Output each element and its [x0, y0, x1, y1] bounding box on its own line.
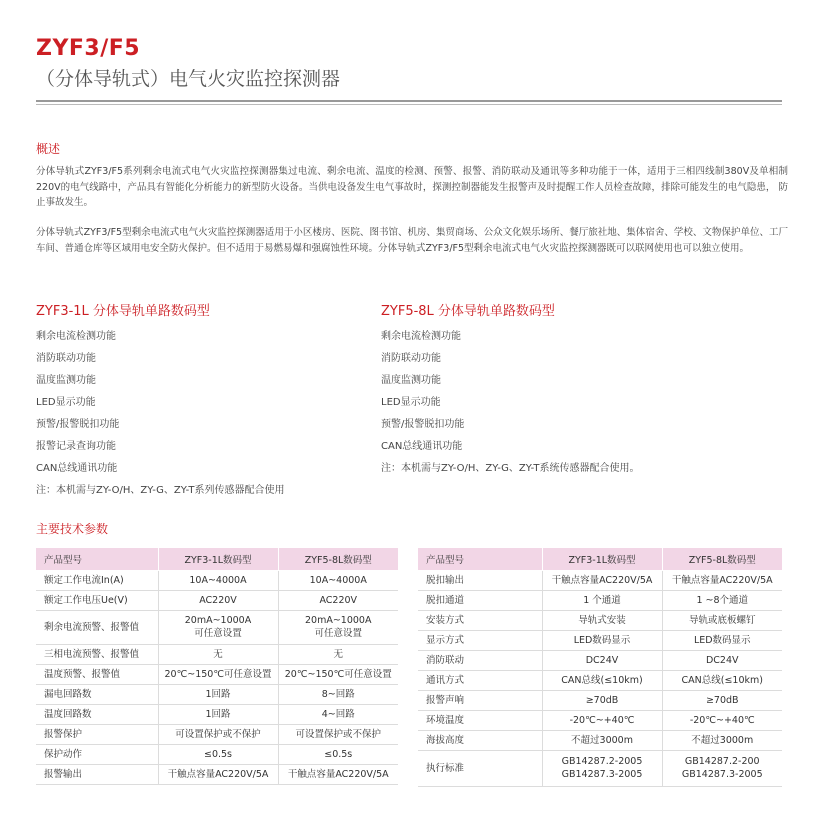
cell: 8~回路: [278, 684, 398, 704]
cell: -20℃~+40℃: [542, 710, 662, 730]
column-header: ZYF3-1L数码型: [158, 548, 278, 570]
table-row: [418, 650, 782, 670]
list-item: 预警/报警脱扣功能: [381, 419, 465, 430]
table-row: [418, 570, 782, 590]
cell: 无: [158, 644, 278, 664]
cell: 20℃~150℃可任意设置: [158, 664, 278, 684]
cell: 4~回路: [278, 704, 398, 724]
row-label: 温度预警、报警值: [36, 664, 158, 684]
row-label: 剩余电流预警、报警值: [36, 610, 158, 644]
list-item: 剩余电流检测功能: [381, 331, 461, 342]
cell: 干触点容量AC220V/5A: [542, 570, 662, 590]
row-label: 漏电回路数: [36, 684, 158, 704]
row-label: 环境温度: [418, 710, 542, 730]
row-label: 安装方式: [418, 610, 542, 630]
row-label: 报警保护: [36, 724, 158, 744]
cell: 不超过3000m: [542, 730, 662, 750]
table-row: [36, 610, 398, 644]
cell: 1 个通道: [542, 590, 662, 610]
cell: 1回路: [158, 684, 278, 704]
cell: 干触点容量AC220V/5A: [278, 764, 398, 784]
row-label: 报警输出: [36, 764, 158, 784]
table-row: [418, 730, 782, 750]
table-row: [36, 764, 398, 784]
zyf5-note: 注：本机需与ZY-O/H、ZY-G、ZY-T系统传感器配合使用。: [381, 463, 640, 474]
spec-table-right: [418, 548, 782, 787]
cell: 导轨或底板螺钉: [662, 610, 782, 630]
table-row: [36, 724, 398, 744]
row-label: 脱扣输出: [418, 570, 542, 590]
header-divider: [36, 100, 782, 102]
row-label: 温度回路数: [36, 704, 158, 724]
product-title: ZYF3/F5: [36, 36, 141, 61]
table-row: [36, 664, 398, 684]
specs-heading: 主要技术参数: [36, 522, 109, 536]
cell: 干触点容量AC220V/5A: [158, 764, 278, 784]
list-item: CAN总线通讯功能: [381, 441, 463, 452]
cell: [542, 750, 662, 786]
list-item: 消防联动功能: [36, 353, 96, 364]
cell: [158, 610, 278, 644]
list-item: 消防联动功能: [381, 353, 441, 364]
row-label: 额定工作电流In(A): [36, 570, 158, 590]
header-divider-thin: [36, 104, 782, 105]
cell: 无: [278, 644, 398, 664]
table-header-row: [418, 548, 782, 570]
row-label: 消防联动: [418, 650, 542, 670]
cell-line: GB14287.3-2005: [561, 769, 643, 780]
cell: [278, 610, 398, 644]
cell: 不超过3000m: [662, 730, 782, 750]
cell: -20℃~+40℃: [662, 710, 782, 730]
table-row: [418, 670, 782, 690]
cell-line: 20mA~1000A: [305, 615, 372, 626]
row-label: 海拔高度: [418, 730, 542, 750]
cell: ≥70dB: [542, 690, 662, 710]
row-label: 显示方式: [418, 630, 542, 650]
table-row: [418, 630, 782, 650]
cell: [662, 750, 782, 786]
cell-line: 可任意设置: [194, 628, 242, 639]
list-item: LED显示功能: [381, 397, 441, 408]
cell: 10A~4000A: [158, 570, 278, 590]
cell: 1 ~8个通道: [662, 590, 782, 610]
cell: 10A~4000A: [278, 570, 398, 590]
cell: LED数码显示: [662, 630, 782, 650]
cell-line: 可任意设置: [314, 628, 362, 639]
cell-line: GB14287.2-2005: [561, 756, 643, 767]
table-row: [418, 610, 782, 630]
table-row: [36, 744, 398, 764]
cell: 20℃~150℃可任意设置: [278, 664, 398, 684]
column-header: ZYF5-8L数码型: [278, 548, 398, 570]
table-row: [418, 690, 782, 710]
zyf3-feature-list: [36, 330, 285, 506]
cell-line: GB14287.3-2005: [681, 769, 763, 780]
row-label: 报警声响: [418, 690, 542, 710]
row-label: 三相电流预警、报警值: [36, 644, 158, 664]
cell: ≤0.5s: [278, 744, 398, 764]
zyf3-model-title: ZYF3-1L 分体导轨单路数码型: [36, 304, 210, 319]
cell: CAN总线(≤10km): [662, 670, 782, 690]
list-item: LED显示功能: [36, 397, 96, 408]
cell-line: 20mA~1000A: [184, 615, 252, 626]
list-item: 温度监测功能: [381, 375, 441, 386]
overview-paragraph-2: 分体导轨式ZYF3/F5型剩余电流式电气火灾监控探测器适用于小区楼房、医院、图书馆、机房、集贸商场、公众文化娱乐场所、餐厅旅社地、集体宿舍、学校、文物保护单位、工厂车间、普通仓库等区域用电安全防火保护。但不适用于易燃易爆和强腐蚀性环境。分体导轨式ZYF3/F5型剩余电流式电气火灾监控探测器既可以联网使用也可以独立使用。: [36, 227, 788, 254]
overview-paragraph-1: 分体导轨式ZYF3/F5系列剩余电流式电气火灾监控探测器集过电流、剩余电流、温度的检测、预警、报警、消防联动及通讯等多种功能于一体，适用于三相四线制380V及单相制 220V的电气线路中，产品具有智能化分析能力的新型防火设备。当供电设备发生电气事故时，探测控制器能发生报警声及时提醒工作人员检查故障，排除可能发生的电气隐患， 防止事故发生。: [36, 166, 788, 208]
list-item: 预警/报警脱扣功能: [36, 419, 120, 430]
table-row: [36, 590, 398, 610]
cell: 可设置保护或不保护: [158, 724, 278, 744]
column-header: ZYF3-1L数码型: [542, 548, 662, 570]
cell: ≥70dB: [662, 690, 782, 710]
row-label: 通讯方式: [418, 670, 542, 690]
product-subtitle: （分体导轨式）电气火灾监控探测器: [36, 68, 341, 90]
cell: DC24V: [662, 650, 782, 670]
spec-table-left: [36, 548, 398, 785]
table-row: [36, 644, 398, 664]
cell: CAN总线(≤10km): [542, 670, 662, 690]
cell: AC220V: [158, 590, 278, 610]
cell: AC220V: [278, 590, 398, 610]
row-label: 额定工作电压Ue(V): [36, 590, 158, 610]
row-label: 执行标准: [418, 750, 542, 786]
zyf3-note: 注：本机需与ZY-O/H、ZY-G、ZY-T系列传感器配合使用: [36, 485, 285, 496]
table-row: [418, 590, 782, 610]
column-header: ZYF5-8L数码型: [662, 548, 782, 570]
zyf5-model-title: ZYF5-8L 分体导轨单路数码型: [381, 304, 555, 319]
cell: 导轨式安装: [542, 610, 662, 630]
table-row: [418, 710, 782, 730]
list-item: 报警记录查询功能: [36, 441, 116, 452]
cell: DC24V: [542, 650, 662, 670]
column-header: 产品型号: [418, 548, 542, 570]
row-label: 保护动作: [36, 744, 158, 764]
table-header-row: [36, 548, 398, 570]
table-row: [36, 570, 398, 590]
zyf5-feature-list: [381, 330, 640, 484]
cell: ≤0.5s: [158, 744, 278, 764]
table-row: [418, 750, 782, 786]
row-label: 脱扣通道: [418, 590, 542, 610]
cell: 可设置保护或不保护: [278, 724, 398, 744]
cell: LED数码显示: [542, 630, 662, 650]
overview-heading: 概述: [36, 142, 61, 156]
list-item: CAN总线通讯功能: [36, 463, 118, 474]
table-row: [36, 704, 398, 724]
column-header: 产品型号: [36, 548, 158, 570]
cell-line: GB14287.2-200: [684, 756, 760, 767]
list-item: 温度监测功能: [36, 375, 96, 386]
cell: 1回路: [158, 704, 278, 724]
list-item: 剩余电流检测功能: [36, 331, 116, 342]
table-row: [36, 684, 398, 704]
cell: 干触点容量AC220V/5A: [662, 570, 782, 590]
